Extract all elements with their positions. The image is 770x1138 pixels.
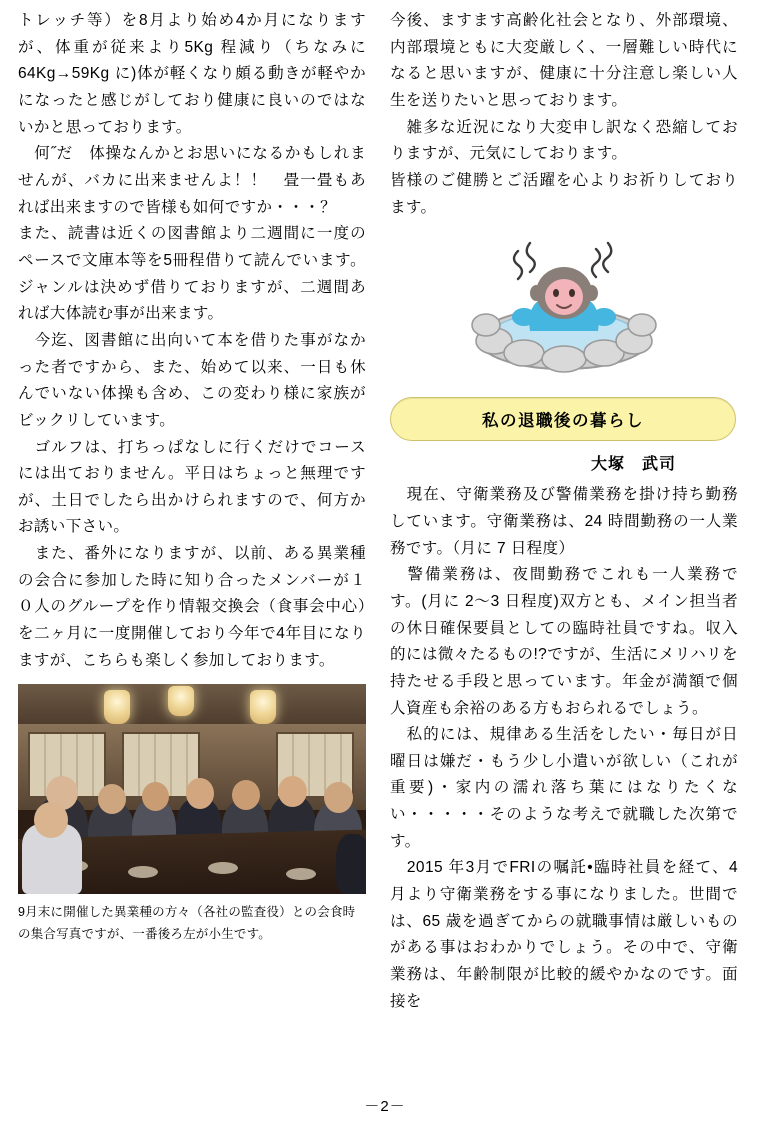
photo-person bbox=[336, 834, 366, 894]
paragraph: 雑多な近況になり大変申し訳なく恐縮しておりますが、元気にしております。 bbox=[390, 118, 738, 163]
photo-lamp-icon bbox=[104, 690, 130, 724]
section-heading-text: 私の退職後の暮らし bbox=[482, 412, 644, 431]
paragraph: 私的には、規律ある生活をしたい・毎日が日曜日は嫌だ・もう少し小遣いが欲しい（これが重要)・家内の濡れ落ち葉にはなりたくない・・・・・そのような考えで就職した次第です。 bbox=[390, 726, 738, 850]
paragraph: 今後、ますます高齢化社会となり、外部環境、内部環境ともに大変厳しく、一層難しい時代になると思いますが、健康に十分注意し楽しい人生を送りたいと思っております。 bbox=[390, 12, 738, 109]
paragraph: 現在、守衛業務及び警備業務を掛け持ち勤務しています。守衛業務は、24 時間勤務の一人業務です。（月に 7 日程度） bbox=[390, 486, 738, 557]
paragraph: また、番外になりますが、以前、ある異業種の会合に参加した時に知り合ったメンバーが１０人のグループを作り情報交換会（食事会中心）を二ヶ月に一度開催しており今年で4年目になりますが、こちらも楽しく参加しております。 bbox=[18, 545, 366, 669]
photo-lamp-icon bbox=[168, 686, 194, 716]
paragraph: 今迄、図書館に出向いて本を借りた事がなかった者ですから、また、始めて以来、一日も休んでいない体操も含め、この変わり様に家族がビックリしています。 bbox=[18, 331, 366, 429]
paragraph: 2015 年3月でFRIの嘱託•臨時社員を経て、4 月より守衛業務をする事になりました。世間では、65 歳を過ぎてからの就職事情は厳しいものがある事はおわかりでしょう。その中で、守衛業務は、年齢制限が比較的緩やかなのです。面接を bbox=[390, 859, 738, 1010]
two-column-layout bbox=[18, 8, 752, 1015]
page-number: －2－ bbox=[364, 1098, 406, 1115]
paragraph: 何˝だ 体操なんかとお思いになるかもしれませんが、バカに出来ませんよ！！ 畳一畳もあれば出来ますので皆様も如何ですか・・・？ bbox=[18, 145, 366, 216]
section-heading-banner bbox=[390, 397, 736, 441]
paragraph: トレッチ等）を8月より始め4か月になりますが、体重が従来より5Kg 程減り（ちなみに 64Kg→59Kg に)体が軽くなり頗る動きが軽やかになったと感じがしており健康に良いのではないかと思っております。 bbox=[18, 12, 366, 136]
monkey-hot-spring-illustration bbox=[390, 235, 738, 383]
paragraph: ゴルフは、打ちっぱなしに行くだけでコースには出ておりません。平日はちょっと無理ですが、土日でしたら出かけられますので、何方かお誘い下さい。 bbox=[18, 438, 366, 536]
paragraph: また、読書は近くの図書館より二週間に一度のペースで文庫本等を5冊程借りて読んでいます。ジャンルは決めず借りておりますが、二週間あれば大体読む事が出来ます。 bbox=[18, 225, 366, 323]
left-column bbox=[18, 8, 366, 945]
photo-lamp-icon bbox=[250, 690, 276, 724]
author-byline: 大塚 武司 bbox=[590, 456, 676, 474]
right-column bbox=[390, 8, 738, 1015]
group-dinner-photo bbox=[18, 684, 366, 894]
photo-block bbox=[18, 684, 366, 945]
paragraph: 皆様のご健勝とご活躍を心よりお祈りしております。 bbox=[390, 171, 738, 216]
paragraph: 警備業務は、夜間勤務でこれも一人業務です。(月に 2～3 日程度)双方とも、メイン担当者の休日確保要員としての臨時社員ですね。収入的には微々たるもの!?ですが、生活にメリハリを持たせる手段と思っています。年金が満額で個人資産も余裕のある方もおられるでしょう。 bbox=[390, 566, 738, 717]
photo-caption: 9月末に開催した異業種の方々（各社の監査役）との会食時の集合写真ですが、一番後ろ左が小生です。 bbox=[18, 905, 356, 941]
